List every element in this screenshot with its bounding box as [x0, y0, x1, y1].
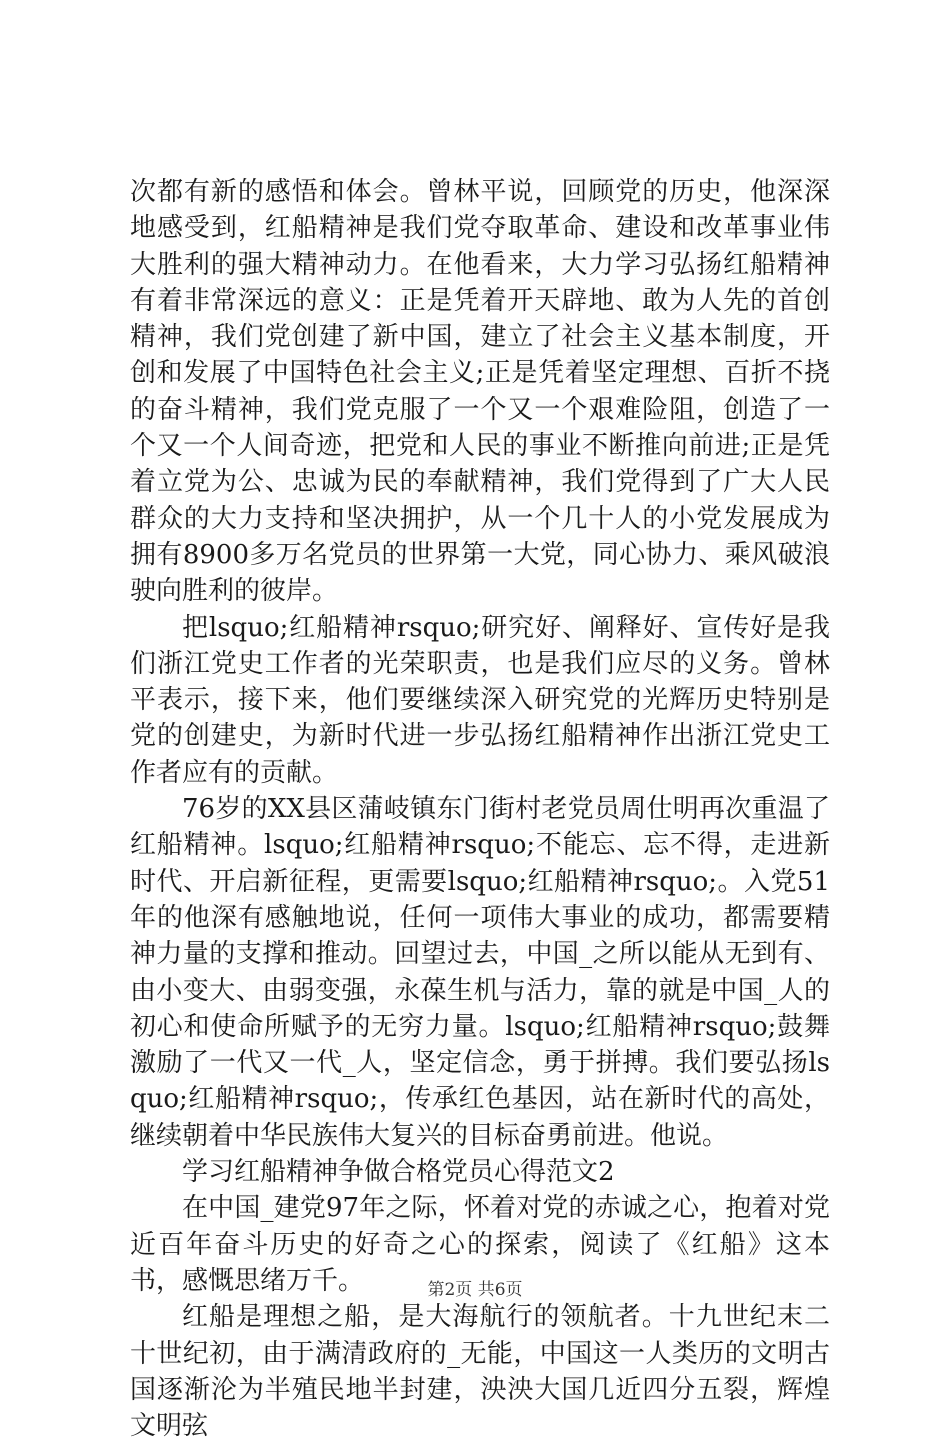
paragraph-3: 76岁的XX县区蒲岐镇东门街村老党员周仕明再次重温了红船精神。lsquo;红船精神rsquo;不能忘、忘不得，走进新时代、开启新征程，更需要lsquo;红船精神rsquo;。入党51年的他深有感触地说，任何一项伟大事业的成功，都需要精神力量的支撑和推动。回望过去，中国_之所以能从无到有、由小变大、由弱变强，永葆生机与活力，靠的就是中国_人的初心和使命所赋予的无穷力量。lsquo;红船精神rsquo;鼓舞激励了一代又一代_人，坚定信念，勇于拼搏。我们要弘扬lsquo;红船精神rsquo;，传承红色基因，站在新时代的高处，继续朝着中华民族伟大复兴的目标奋勇前进。他说。 [130, 794, 830, 1151]
paragraph-1: 次都有新的感悟和体会。曾林平说，回顾党的历史，他深深地感受到，红船精神是我们党夺取革命、建设和改革事业伟大胜利的强大精神动力。在他看来，大力学习弘扬红船精神有着非常深远的意义：正是凭着开天辟地、敢为人先的首创精神，我们党创建了新中国，建立了社会主义基本制度，开创和发展了中国特色社会主义;正是凭着坚定理想、百折不挠的奋斗精神，我们党克服了一个又一个艰难险阻，创造了一个又一个人间奇迹，把党和人民的事业不断推向前进;正是凭着立党为公、忠诚为民的奉献精神，我们党得到了广大人民群众的大力支持和坚决拥护，从一个几十人的小党发展成为拥有8900多万名党员的世界第一大党，同心协力、乘风破浪驶向胜利的彼岸。 [130, 177, 830, 607]
document-body [130, 174, 830, 1444]
paragraph-4: 在中国_建党97年之际，怀着对党的赤诚之心，抱着对党近百年奋斗历史的好奇之心的探索，阅读了《红船》这本书，感慨思绪万千。 [130, 1193, 830, 1296]
paragraph-5: 红船是理想之船，是大海航行的领航者。十九世纪末二十世纪初，由于满清政府的_无能，中国这一人类历的文明古国逐渐沦为半殖民地半封建，泱泱大国几近四分五裂，辉煌文明弦 [130, 1302, 830, 1442]
section-heading: 学习红船精神争做合格党员心得范文2 [182, 1157, 615, 1188]
page-footer: 第2页 共6页 [427, 1280, 523, 1300]
paragraph-2: 把lsquo;红船精神rsquo;研究好、阐释好、宣传好是我们浙江党史工作者的光荣职责，也是我们应尽的义务。曾林平表示，接下来，他们要继续深入研究党的光辉历史特别是党的创建史，为新时代进一步弘扬红船精神作出浙江党史工作者应有的贡献。 [130, 612, 830, 788]
